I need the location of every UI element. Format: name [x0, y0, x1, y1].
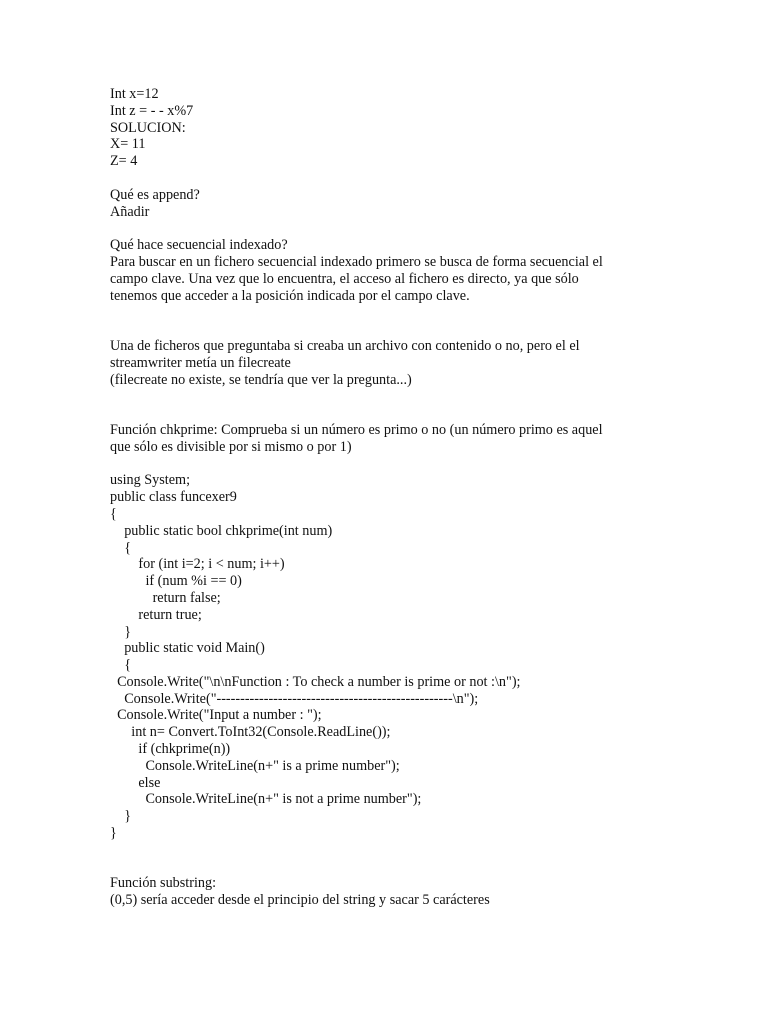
chkprime-description-block: [110, 422, 658, 456]
indexed-sequential-block: [110, 237, 658, 304]
files-question-block: [110, 338, 658, 388]
code-line: }: [110, 825, 117, 842]
code-line: public static bool chkprime(int num): [110, 522, 333, 539]
text-line: X= 11: [110, 136, 146, 153]
code-line: {: [110, 657, 131, 674]
document-content: [110, 86, 658, 909]
text-line: Int z = - - x%7: [110, 102, 194, 119]
code-line: public class funcexer9: [110, 489, 237, 506]
text-line: SOLUCION:: [110, 119, 186, 136]
text-line: Función substring:: [110, 875, 217, 892]
question-line: Qué es append?: [110, 186, 200, 203]
code-line: Console.Write("--------------------------------------------------\n");: [110, 690, 479, 707]
code-line: Console.WriteLine(n+" is a prime number");: [110, 757, 400, 774]
text-line: Int x=12: [110, 86, 159, 102]
code-line: Console.Write("\n\nFunction : To check a number is prime or not :\n");: [110, 673, 521, 690]
exercise-block: [110, 86, 658, 170]
text-line: Para buscar en un fichero secuencial indexado primero se busca de forma secuencial el: [110, 253, 603, 270]
code-line: int n= Convert.ToInt32(Console.ReadLine());: [110, 724, 391, 741]
text-line: que sólo es divisible por si mismo o por 1): [110, 438, 352, 455]
code-line: }: [110, 808, 131, 825]
text-line: tenemos que acceder a la posición indicada por el campo clave.: [110, 287, 470, 304]
append-question-block: [110, 187, 658, 221]
text-line: Z= 4: [110, 153, 138, 170]
code-line: }: [110, 623, 131, 640]
text-line: campo clave. Una vez que lo encuentra, el acceso al fichero es directo, ya que sólo: [110, 270, 579, 287]
code-line: else: [110, 774, 161, 791]
code-line: return false;: [110, 589, 221, 606]
code-line: Console.Write("Input a number : ");: [110, 707, 322, 724]
code-listing: [110, 472, 658, 842]
code-line: {: [110, 539, 131, 556]
substring-block: [110, 875, 658, 909]
text-line: (filecreate no existe, se tendría que ver la pregunta...): [110, 371, 412, 388]
answer-line: Añadir: [110, 203, 150, 220]
text-line: streamwriter metía un filecreate: [110, 354, 291, 371]
code-line: for (int i=2; i < num; i++): [110, 556, 285, 573]
code-line: {: [110, 505, 117, 522]
text-line: Función chkprime: Comprueba si un número es primo o no (un número primo es aquel: [110, 421, 603, 438]
text-line: Una de ficheros que preguntaba si creaba un archivo con contenido o no, pero el el: [110, 337, 580, 354]
code-line: if (chkprime(n)): [110, 741, 231, 758]
code-line: return true;: [110, 606, 202, 623]
code-line: Console.WriteLine(n+" is not a prime number");: [110, 791, 422, 808]
code-line: if (num %i == 0): [110, 573, 242, 590]
question-line: Qué hace secuencial indexado?: [110, 237, 288, 254]
text-line: (0,5) sería acceder desde el principio del string y sacar 5 carácteres: [110, 892, 490, 909]
code-line: using System;: [110, 472, 191, 489]
code-line: public static void Main(): [110, 640, 265, 657]
